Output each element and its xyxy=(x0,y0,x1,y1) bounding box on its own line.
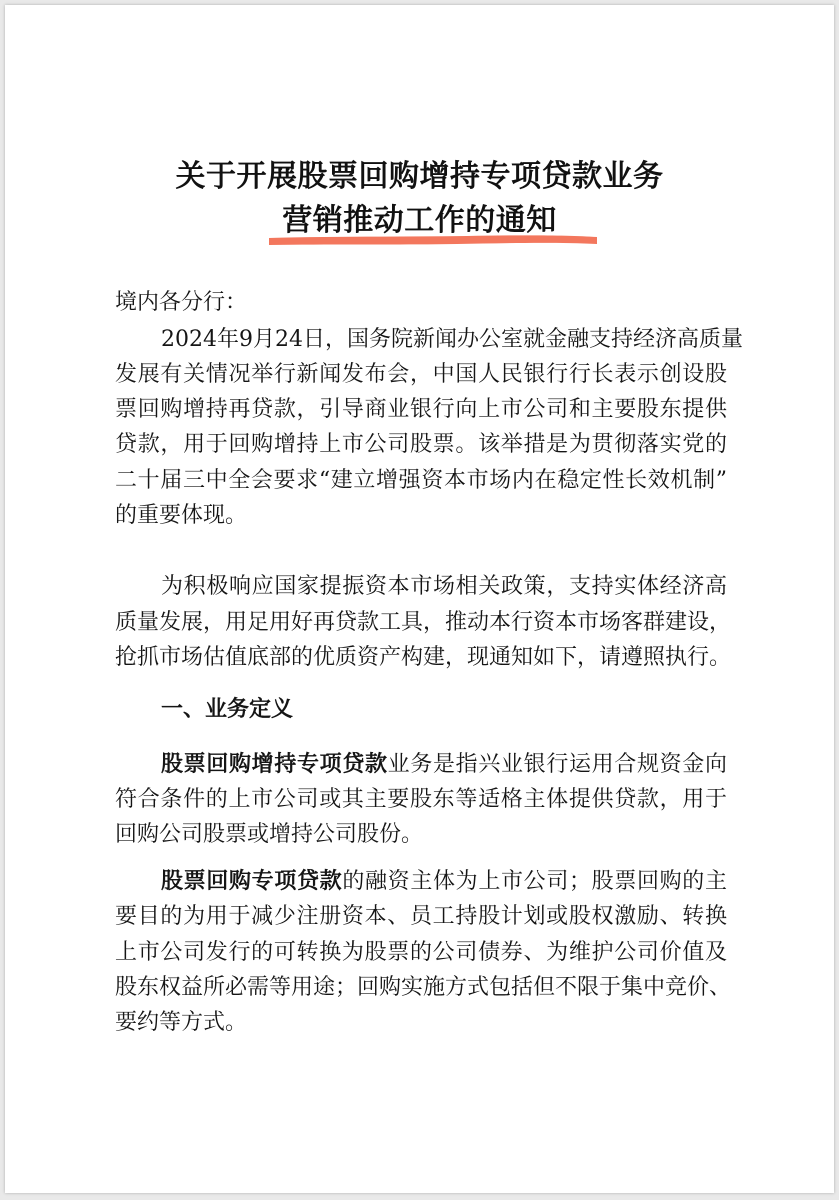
paragraph-line: 质量发展，用足用好再贷款工具，推动本行资本市场客群建设， xyxy=(115,610,732,635)
paragraph-text: 的融资主体为上市公司；股票回购的主 xyxy=(342,869,727,894)
paragraph-line: 为积极响应国家提振资本市场相关政策，支持实体经济高 xyxy=(161,574,727,599)
paragraph-line: 二十届三中全会要求“建立增强资本市场内在稳定性长效机制” xyxy=(115,468,727,493)
paragraph-line xyxy=(161,867,727,897)
paragraph-line: 上市公司发行的可转换为股票的公司债券、为维护公司价值及 xyxy=(115,940,727,965)
paragraph-line: 要目的为用于减少注册资本、员工持股计划或股权激励、转换 xyxy=(115,904,727,929)
document-page xyxy=(5,5,834,1193)
salutation: 境内各分行： xyxy=(115,290,248,315)
paragraph-line: 要约等方式。 xyxy=(115,1010,248,1035)
paragraph-line: 抢抓市场估值底部的优质资产构建，现通知如下，请遵照执行。 xyxy=(115,645,732,670)
paragraph-line xyxy=(161,750,727,780)
paragraph-line: 股东权益所必需等用途；回购实施方式包括但不限于集中竞价、 xyxy=(115,975,732,1000)
paragraph-line: 贷款，用于回购增持上市公司股票。该举措是为贯彻落实党的 xyxy=(115,432,727,457)
bold-term: 股票回购专项贷款 xyxy=(161,869,343,894)
paragraph-text: 业务是指兴业银行运用合规资金向 xyxy=(387,752,727,777)
bold-term: 股票回购增持专项贷款 xyxy=(161,752,388,777)
paragraph-line: 发展有关情况举行新闻发布会，中国人民银行行长表示创设股 xyxy=(115,362,727,387)
document-title-line-2-text: 营销推动工作的通知 xyxy=(282,203,557,238)
section-heading: 一、业务定义 xyxy=(161,697,294,722)
paragraph-line: 2024年9月24日，国务院新闻办公室就金融支持经济高质量 xyxy=(161,327,743,352)
document-title-line-2 xyxy=(5,201,834,241)
paragraph-line: 票回购增持再贷款，引导商业银行向上市公司和主要股东提供 xyxy=(115,397,727,422)
paragraph-line: 的重要体现。 xyxy=(115,503,248,528)
document-title-line-1: 关于开展股票回购增持专项贷款业务 xyxy=(175,159,664,194)
paragraph-line: 回购公司股票或增持公司股份。 xyxy=(115,822,424,847)
paragraph-line: 符合条件的上市公司或其主要股东等适格主体提供贷款，用于 xyxy=(115,787,727,812)
